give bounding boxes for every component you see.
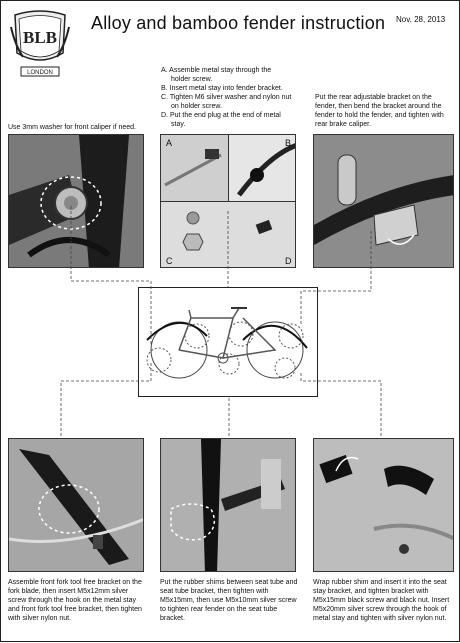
photo-front-fork-bracket (8, 438, 144, 572)
label-c: C (166, 256, 173, 266)
caption-seat-tube: Put the rubber shims between seat tube and seat tube bracket, then tighten with M5x15mm, then use M5x10mm silver screw to tighten rear fender on the seat tube bracket. (160, 579, 298, 622)
logo-text: BLB (22, 28, 58, 47)
photo-seat-stay-bracket (313, 438, 454, 572)
front-caliper-note: Use 3mm washer for front caliper if need. (8, 124, 136, 131)
seat-stay-illustration (314, 439, 454, 572)
photo-seat-tube-bracket (160, 438, 296, 572)
step-d: D. Put the end plug at the end of metal (161, 112, 281, 119)
step-d-cont: stay. (171, 121, 186, 128)
caption-seat-stay: Wrap rubber shim and insert it into the seat stay bracket, and tighten bracket with M5x15mm black screw and black nut. Insert M5x20mm silver screw through the hook of metal stay and tighten with silver nylon nut. (313, 579, 450, 622)
page-title: Alloy and bamboo fender instruction (91, 13, 386, 33)
logo-subtext: LONDON (27, 70, 53, 76)
front-fork-illustration (9, 439, 144, 572)
step-a-cont: holder screw. (171, 76, 213, 83)
step-b: B. Insert metal stay into fender bracket. (161, 85, 283, 92)
step-c-cont: on holder screw. (171, 103, 222, 110)
label-b: B (285, 138, 292, 148)
document-date: Nov. 28, 2013 (396, 15, 446, 24)
step-c: C. Tighten M6 silver washer and nylon nut (161, 94, 292, 101)
label-d: D (285, 256, 292, 266)
caption-front-fork: Assemble front fork tool free bracket on the fork blade, then insert M5x12mm silver screw through the hook on the metal stay and front fork tool free bracket, then tighten with silver nylon nut. (8, 579, 142, 622)
label-a: A (166, 138, 173, 148)
seat-tube-illustration (161, 439, 296, 572)
rear-bracket-note: Put the rear adjustable bracket on the fender, then bend the bracket around the fender to hold the fender, and tighten with rear brake caliper. (315, 94, 444, 128)
step-a: A. Assemble metal stay through the (161, 67, 272, 74)
